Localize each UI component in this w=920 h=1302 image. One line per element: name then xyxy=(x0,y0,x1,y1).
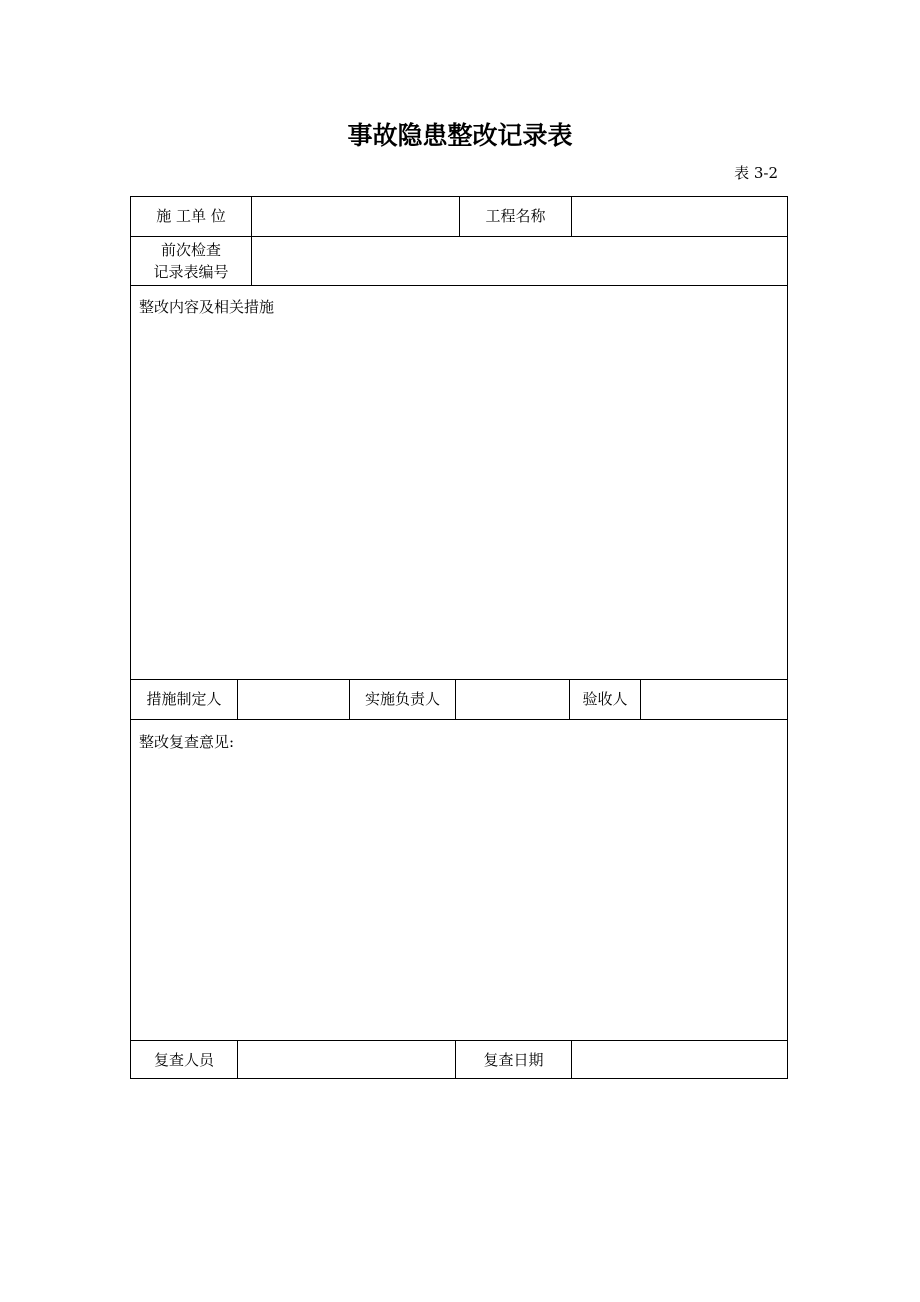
row-divider xyxy=(130,285,788,286)
row-divider xyxy=(130,719,788,720)
implementation-lead-label: 实施负责人 xyxy=(364,690,440,708)
table-number: 表 3-2 xyxy=(734,164,778,182)
acceptor-label: 验收人 xyxy=(582,690,628,708)
rectification-measures-field[interactable] xyxy=(131,320,788,678)
review-date-field[interactable] xyxy=(572,1040,788,1079)
construction-unit-field[interactable] xyxy=(252,196,459,236)
previous-record-number-field[interactable] xyxy=(252,236,788,285)
review-opinion-label: 整改复查意见: xyxy=(139,733,235,751)
project-name-label: 工程名称 xyxy=(485,207,546,225)
previous-record-label-line2: 记录表编号 xyxy=(153,262,229,281)
previous-record-number-label xyxy=(131,236,251,285)
rectification-measures-label: 整改内容及相关措施 xyxy=(139,298,275,316)
reviewer-field[interactable] xyxy=(238,1040,455,1079)
measure-maker-field[interactable] xyxy=(238,679,349,719)
review-date-label: 复查日期 xyxy=(483,1050,544,1069)
measure-maker-label: 措施制定人 xyxy=(146,690,222,708)
project-name-field[interactable] xyxy=(572,196,788,236)
reviewer-label: 复查人员 xyxy=(153,1050,214,1069)
document-title: 事故隐患整改记录表 xyxy=(347,121,573,150)
construction-unit-label: 施 工单 位 xyxy=(156,207,226,225)
implementation-lead-field[interactable] xyxy=(456,679,569,719)
review-opinion-field[interactable] xyxy=(131,756,788,1039)
acceptor-field[interactable] xyxy=(641,679,788,719)
previous-record-label-line1: 前次检查 xyxy=(160,240,221,259)
